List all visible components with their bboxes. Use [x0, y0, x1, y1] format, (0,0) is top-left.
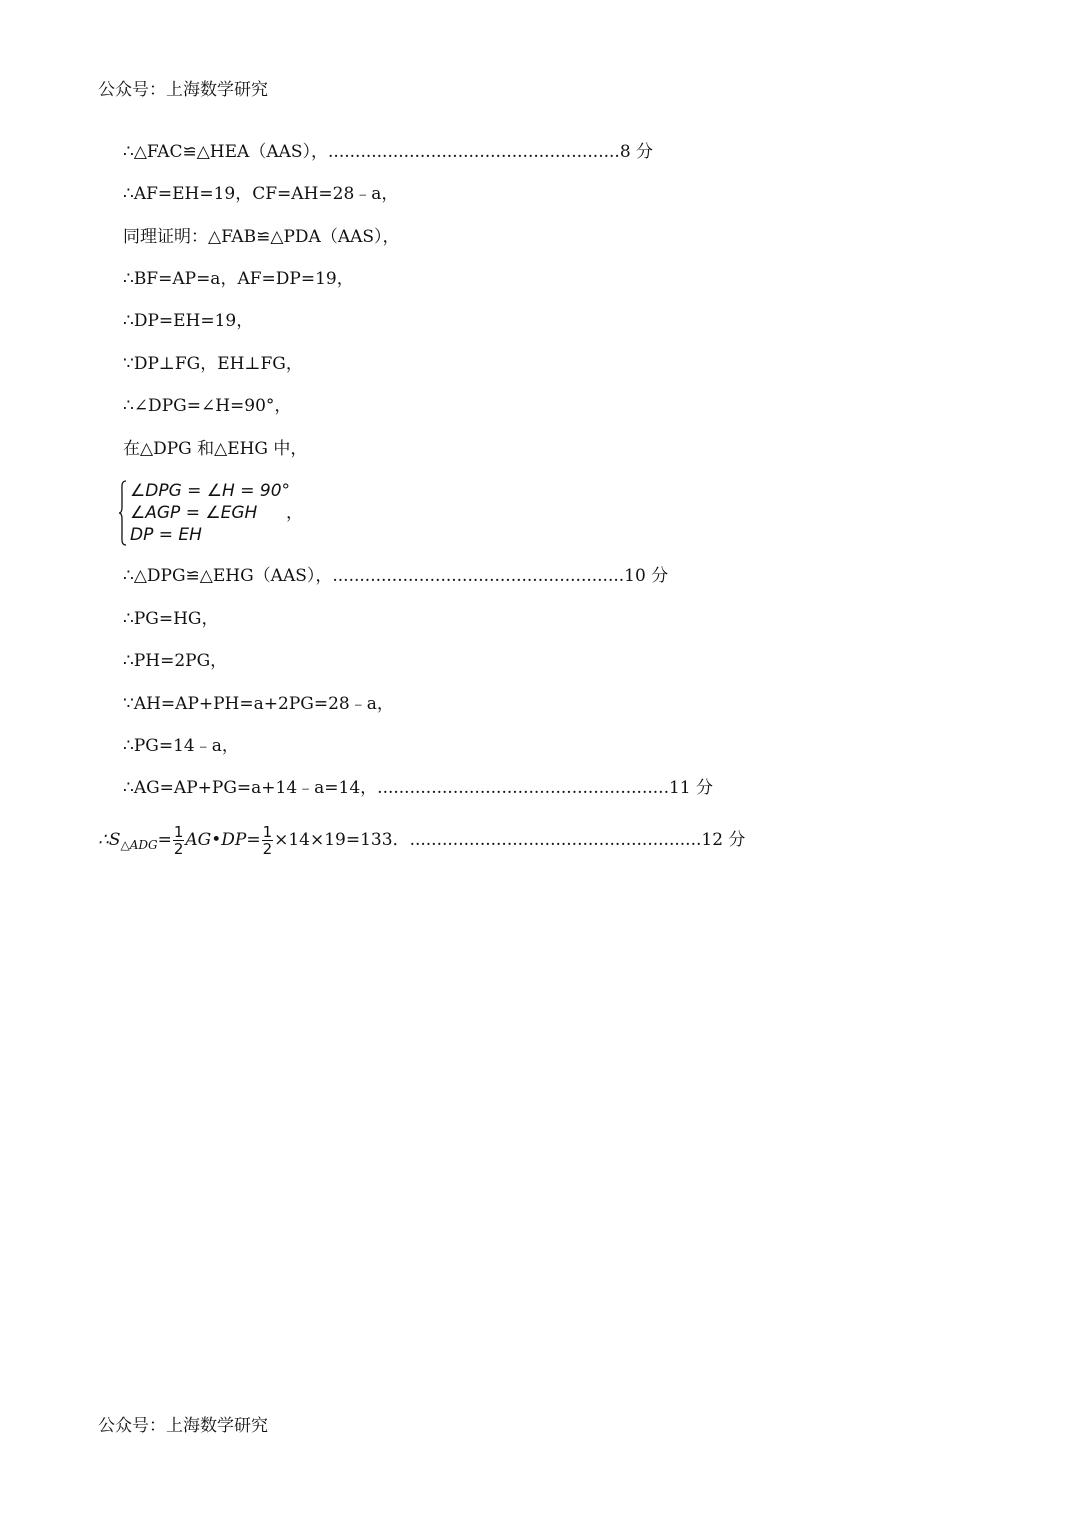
proof-line-3: 同理证明：△FAB≌△PDA（AAS），	[123, 227, 400, 247]
final-eq: =	[157, 830, 172, 850]
page-footer: 公众号：上海数学研究	[98, 1416, 268, 1436]
system-row-2: ∠AGP = ∠EGH	[130, 503, 258, 523]
proof-line-7: ∴∠DPG=∠H=90°，	[123, 396, 292, 416]
fraction-b-denominator: 2	[262, 840, 273, 858]
fraction-one-half-b	[262, 824, 274, 857]
final-middle: AG•DP=	[185, 830, 261, 850]
proof-line-14: ∴AG=AP+PG=a+14﹣a=14，......................................................11 分	[123, 778, 714, 798]
fraction-a-numerator: 1	[173, 823, 184, 841]
final-tail: ×14×19=133．......................................................12 分	[274, 830, 746, 850]
final-prefix: ∴S	[98, 830, 121, 850]
equation-system	[118, 480, 358, 546]
proof-line-10: ∴PG=HG，	[123, 609, 219, 629]
proof-line-6: ∵DP⊥FG，EH⊥FG，	[123, 354, 303, 374]
proof-line-4: ∴BF=AP=a，AF=DP=19，	[123, 269, 354, 289]
system-row-1: ∠DPG = ∠H = 90°	[130, 481, 291, 501]
proof-line-2: ∴AF=EH=19，CF=AH=28﹣a，	[123, 184, 399, 204]
proof-line-8: 在△DPG 和△EHG 中，	[123, 439, 308, 459]
proof-line-11: ∴PH=2PG，	[123, 651, 228, 671]
proof-line-12: ∵AH=AP+PH=a+2PG=28﹣a，	[123, 694, 394, 714]
proof-line-5: ∴DP=EH=19，	[123, 311, 254, 331]
proof-line-9: ∴△DPG≌△EHG（AAS），......................................................10 分	[123, 566, 669, 586]
final-subscript: △ADG	[120, 838, 158, 852]
fraction-one-half-a	[173, 824, 185, 857]
fraction-b-numerator: 1	[262, 823, 273, 841]
fraction-a-denominator: 2	[173, 840, 184, 858]
proof-line-13: ∴PG=14﹣a，	[123, 736, 239, 756]
final-area-line	[98, 822, 745, 859]
system-comma: ，	[286, 503, 303, 523]
system-row-3: DP = EH	[130, 525, 202, 545]
left-brace-icon	[118, 480, 127, 546]
proof-line-1: ∴△FAC≌△HEA（AAS），......................................................8 分	[123, 142, 654, 162]
page-header: 公众号：上海数学研究	[98, 80, 268, 100]
